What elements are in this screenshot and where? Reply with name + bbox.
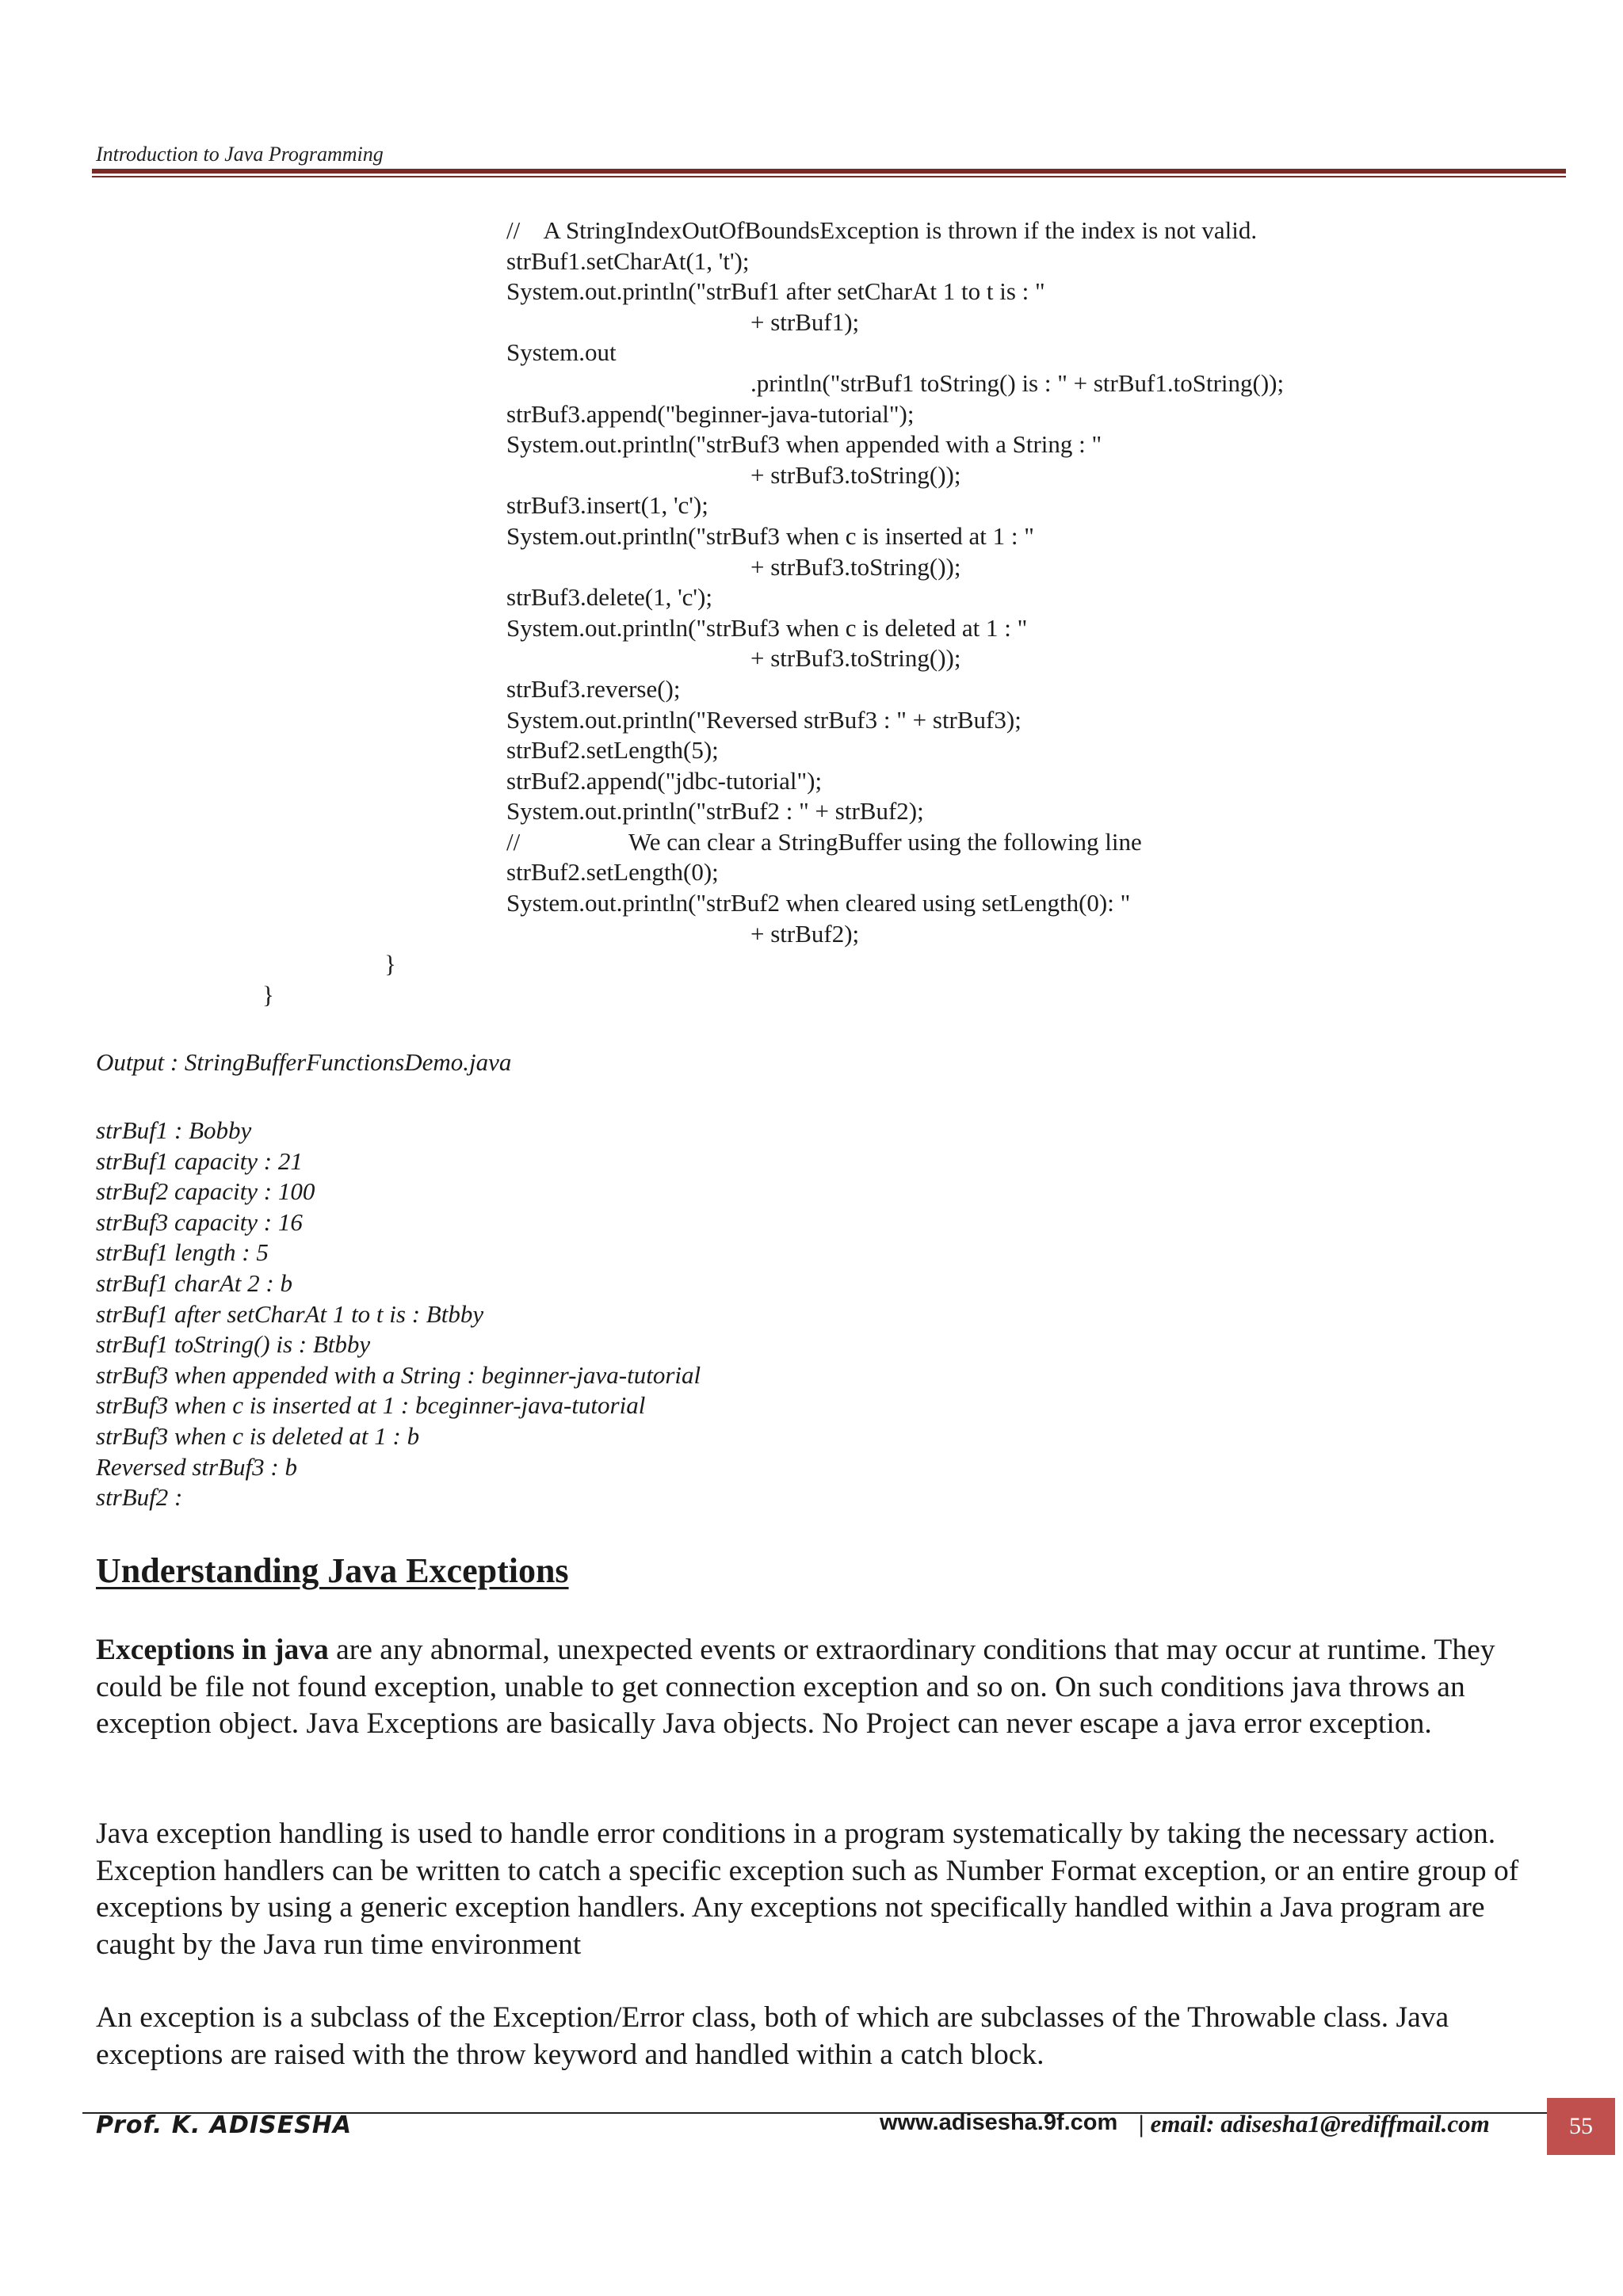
header-divider-thin xyxy=(92,176,1566,177)
code-text: System.out.println("strBuf3 when c is deleted at 1 : " xyxy=(506,613,1028,642)
code-text: + strBuf1); xyxy=(750,307,860,336)
code-text: + strBuf3.toString()); xyxy=(750,552,961,581)
output-line: strBuf2 capacity : 100 xyxy=(96,1177,315,1206)
code-text: System.out.println("strBuf1 after setCharAt 1 to t is : " xyxy=(506,277,1045,306)
code-line xyxy=(0,582,1623,613)
output-line: strBuf3 when c is inserted at 1 : bceginner-java-tutorial xyxy=(96,1391,646,1420)
code-line xyxy=(0,460,1623,491)
output-line: strBuf2 : xyxy=(96,1483,183,1512)
closing-brace: } xyxy=(262,980,274,1009)
code-listing xyxy=(0,215,1623,1010)
header-divider xyxy=(92,169,1566,174)
code-line xyxy=(0,429,1623,460)
code-text: strBuf3.insert(1, 'c'); xyxy=(506,491,708,520)
code-text: We can clear a StringBuffer using the following line xyxy=(628,827,1142,856)
output-line: strBuf3 when appended with a String : beginner-java-tutorial xyxy=(96,1360,701,1389)
code-text: strBuf3.delete(1, 'c'); xyxy=(506,583,712,612)
code-line xyxy=(0,857,1623,888)
footer-author: Prof. K. ADISESHA xyxy=(96,2111,353,2139)
page-number-badge: 55 xyxy=(1547,2098,1615,2155)
code-line xyxy=(0,766,1623,797)
code-text: strBuf3.append("beginner-java-tutorial"); xyxy=(506,399,915,428)
code-line xyxy=(0,705,1623,736)
code-line xyxy=(0,613,1623,644)
output-line: strBuf1 length : 5 xyxy=(96,1238,269,1267)
code-line xyxy=(0,735,1623,766)
code-text: System.out.println("Reversed strBuf3 : " + strBuf3); xyxy=(506,705,1022,734)
code-line xyxy=(0,277,1623,307)
code-text: System.out.println("strBuf3 when c is inserted at 1 : " xyxy=(506,521,1034,550)
code-text: .println("strBuf1 toString() is : " + strBuf1.toString()); xyxy=(750,368,1285,397)
paragraph-exception-handling: Java exception handling is used to handle error conditions in a program systematically by taking the necessary action. Exception handlers can be written to catch a specific exception such as Number Format exception, or an entire group of exceptions by using a generic exception handlers. Any exceptions not specifically handled within a Java program are caught by the Java run time environment xyxy=(96,1817,1519,1961)
output-line: strBuf3 capacity : 16 xyxy=(96,1207,303,1236)
output-heading: Output : StringBufferFunctionsDemo.java xyxy=(96,1048,512,1076)
code-line xyxy=(0,399,1623,430)
code-text: strBuf2.setLength(5); xyxy=(506,736,719,765)
footer-website: www.adisesha.9f.com xyxy=(880,2110,1118,2135)
paragraph-exception-classes: An exception is a subclass of the Exception/Error class, both of which are subclasses of the Throwable class. Java exceptions are raised with the throw keyword and handled within a catch block. xyxy=(96,2001,1449,2071)
code-line xyxy=(0,796,1623,827)
code-text: strBuf2.append("jdbc-tutorial"); xyxy=(506,766,823,795)
code-text: System.out.println("strBuf3 when appended with a String : " xyxy=(506,430,1102,459)
code-text: + strBuf2); xyxy=(750,919,860,948)
code-text: + strBuf3.toString()); xyxy=(750,644,961,673)
output-line: strBuf1 after setCharAt 1 to t is : Btbby xyxy=(96,1299,484,1328)
code-line xyxy=(0,980,1623,1011)
code-text: System.out.println("strBuf2 : " + strBuf2); xyxy=(506,797,924,826)
code-line xyxy=(0,888,1623,919)
code-line xyxy=(0,552,1623,583)
code-line xyxy=(0,490,1623,521)
code-text: System.out xyxy=(506,338,617,367)
paragraph-exceptions-intro xyxy=(96,1632,1554,1743)
code-text: System.out.println("strBuf2 when cleared using setLength(0): " xyxy=(506,889,1131,917)
program-output xyxy=(96,1116,701,1513)
code-line xyxy=(0,246,1623,277)
code-line xyxy=(0,338,1623,368)
section-heading: Understanding Java Exceptions xyxy=(96,1551,569,1590)
code-text: + strBuf3.toString()); xyxy=(750,460,961,489)
bold-term: Exceptions in java xyxy=(96,1634,329,1666)
code-line xyxy=(0,307,1623,338)
paragraph-text: are any abnormal, unexpected events or extraordinary conditions that may occur at runtime. They could be file not found exception, unable to get connection exception and so on. On such conditions java throws an exception object. Java Exceptions are basically Java objects. No Project can never escape a java error exception. xyxy=(96,1634,1495,1740)
output-line: strBuf1 capacity : 21 xyxy=(96,1146,303,1175)
code-line xyxy=(0,919,1623,950)
output-line: strBuf1 toString() is : Btbby xyxy=(96,1330,371,1359)
running-header-title: Introduction to Java Programming xyxy=(96,143,384,166)
code-line xyxy=(0,521,1623,552)
code-text: strBuf2.setLength(0); xyxy=(506,858,719,887)
code-line xyxy=(0,368,1623,399)
code-text: // xyxy=(506,827,521,856)
code-line xyxy=(0,827,1623,858)
code-line xyxy=(0,674,1623,705)
code-line xyxy=(0,949,1623,980)
closing-brace: } xyxy=(384,950,396,978)
code-text: strBuf1.setCharAt(1, 't'); xyxy=(506,246,750,275)
code-text: strBuf3.reverse(); xyxy=(506,674,681,703)
code-line xyxy=(0,215,1623,246)
output-line: Reversed strBuf3 : b xyxy=(96,1452,297,1481)
footer-email: | email: adisesha1@rediffmail.com xyxy=(1139,2110,1490,2138)
output-line: strBuf1 charAt 2 : b xyxy=(96,1268,292,1297)
output-line: strBuf1 : Bobby xyxy=(96,1116,252,1144)
output-line: strBuf3 when c is deleted at 1 : b xyxy=(96,1421,420,1450)
code-text: // A StringIndexOutOfBoundsException is thrown if the index is not valid. xyxy=(506,216,1258,244)
code-line xyxy=(0,643,1623,674)
